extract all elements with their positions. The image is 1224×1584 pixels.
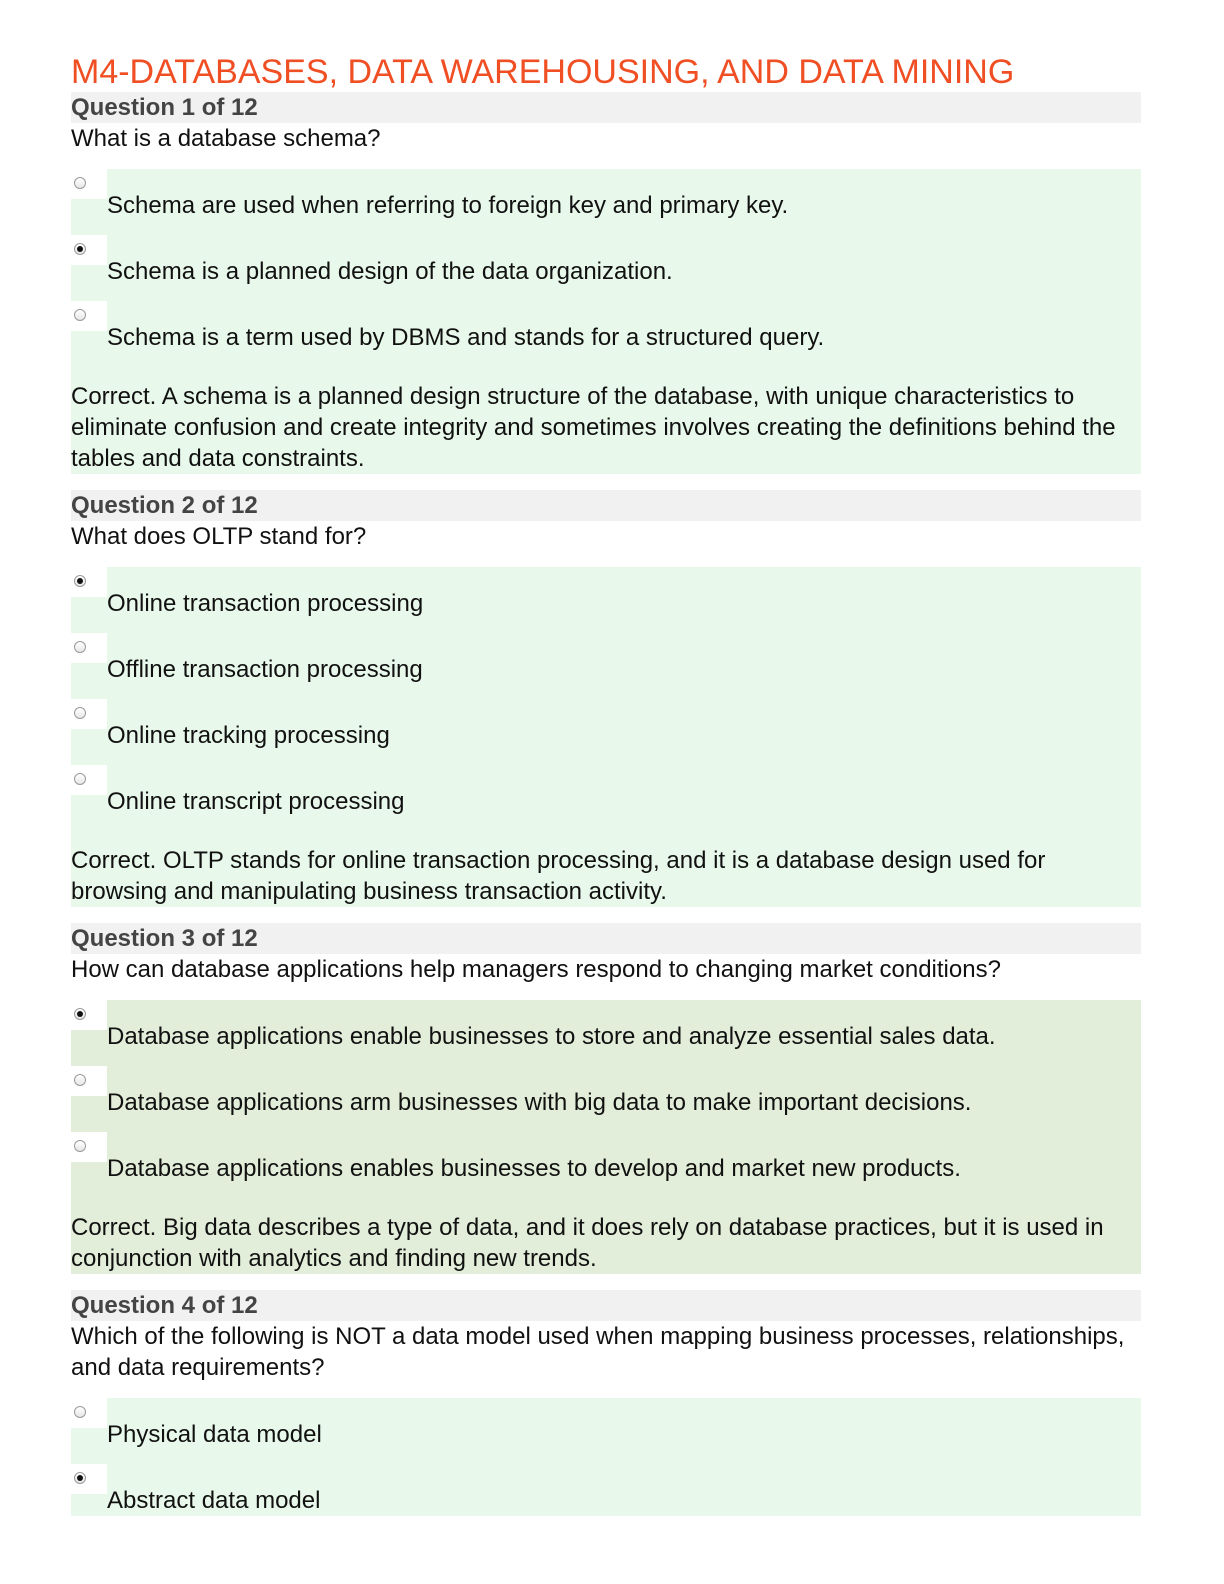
question-2 (71, 490, 1141, 907)
question-header: Question 4 of 12 (71, 1290, 1141, 1321)
answer-panel (71, 1398, 1141, 1516)
radio-button-selected[interactable] (74, 1008, 86, 1020)
option-label: Database applications arm businesses with big data to make important decisions. (107, 1089, 972, 1116)
answer-option[interactable] (71, 1000, 1141, 1066)
radio-button[interactable] (74, 177, 86, 189)
answer-option[interactable] (71, 567, 1141, 633)
question-header: Question 2 of 12 (71, 490, 1141, 521)
radio-button[interactable] (74, 1406, 86, 1418)
option-label: Schema is a planned design of the data organization. (107, 258, 673, 285)
answer-panel (71, 1000, 1141, 1274)
answer-option[interactable] (71, 699, 1141, 765)
radio-button[interactable] (74, 641, 86, 653)
radio-button[interactable] (74, 309, 86, 321)
answer-option[interactable] (71, 301, 1141, 367)
radio-button[interactable] (74, 773, 86, 785)
answer-panel (71, 567, 1141, 907)
question-text: What does OLTP stand for? (71, 523, 367, 550)
radio-button-selected[interactable] (74, 243, 86, 255)
option-label: Schema are used when referring to foreign key and primary key. (107, 192, 789, 219)
option-label: Online transcript processing (107, 788, 405, 815)
question-text: Which of the following is NOT a data model used when mapping business processes, relationships, and data requirements? (71, 1323, 1125, 1381)
answer-option[interactable] (71, 1398, 1141, 1464)
document-title: M4-DATABASES, DATA WAREHOUSING, AND DATA MINING (71, 53, 1015, 91)
option-label: Physical data model (107, 1421, 322, 1448)
radio-button[interactable] (74, 1074, 86, 1086)
question-4 (71, 1290, 1141, 1516)
answer-option[interactable] (71, 235, 1141, 301)
answer-feedback: Correct. A schema is a planned design structure of the database, with unique characteristics to eliminate confusion and create integrity and sometimes involves creating the definitions behind the tables and data constraints. (71, 383, 1116, 472)
question-header: Question 1 of 12 (71, 92, 1141, 123)
document-page (71, 52, 1141, 1516)
question-text: How can database applications help managers respond to changing market conditions? (71, 956, 1001, 983)
answer-option[interactable] (71, 169, 1141, 235)
question-text: What is a database schema? (71, 125, 381, 152)
answer-option[interactable] (71, 1066, 1141, 1132)
answer-option[interactable] (71, 765, 1141, 831)
option-label: Online tracking processing (107, 722, 390, 749)
answer-option[interactable] (71, 1464, 1141, 1516)
question-header: Question 3 of 12 (71, 923, 1141, 954)
answer-option[interactable] (71, 1132, 1141, 1198)
radio-button-selected[interactable] (74, 575, 86, 587)
option-label: Abstract data model (107, 1487, 321, 1514)
answer-feedback: Correct. OLTP stands for online transaction processing, and it is a database design used for browsing and manipulating business transaction activity. (71, 847, 1046, 905)
radio-button[interactable] (74, 1140, 86, 1152)
answer-feedback: Correct. Big data describes a type of data, and it does rely on database practices, but it is used in conjunction with analytics and finding new trends. (71, 1214, 1104, 1272)
option-label: Database applications enable businesses to store and analyze essential sales data. (107, 1023, 996, 1050)
option-label: Database applications enables businesses to develop and market new products. (107, 1155, 961, 1182)
answer-option[interactable] (71, 633, 1141, 699)
question-3 (71, 923, 1141, 1274)
answer-panel (71, 169, 1141, 474)
radio-button[interactable] (74, 707, 86, 719)
option-label: Online transaction processing (107, 590, 424, 617)
option-label: Schema is a term used by DBMS and stands for a structured query. (107, 324, 825, 351)
question-1 (71, 92, 1141, 474)
radio-button-selected[interactable] (74, 1472, 86, 1484)
option-label: Offline transaction processing (107, 656, 423, 683)
